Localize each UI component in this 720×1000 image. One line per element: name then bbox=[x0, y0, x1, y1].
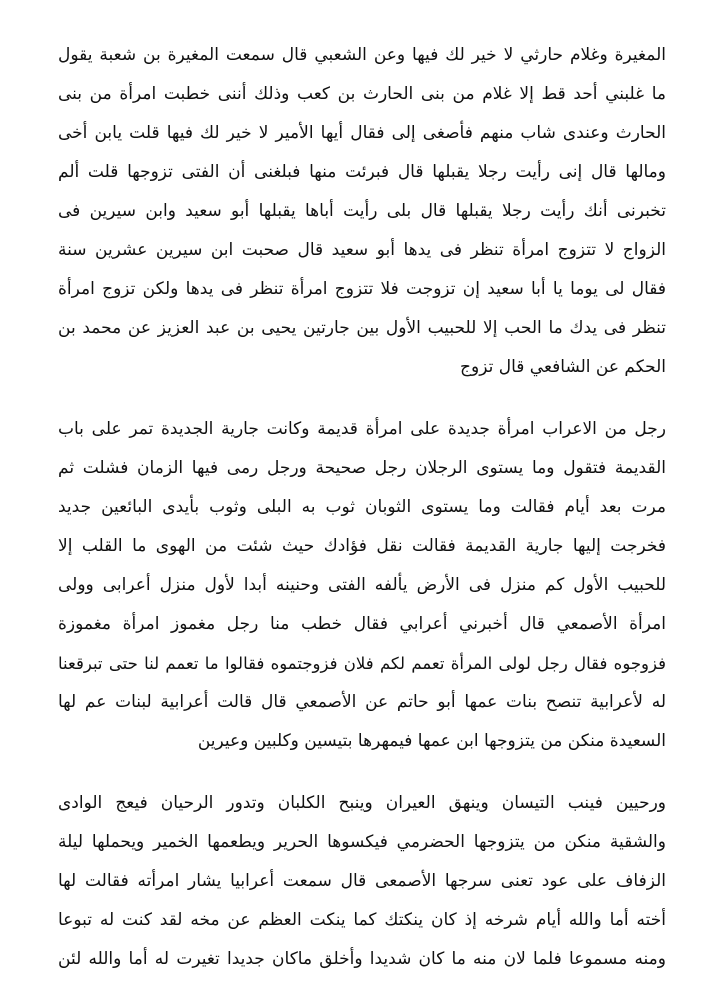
text-line: ومالها قال إنى رأيت رجلا يقبلها قال فبرئت منها فبلغنى أن الفتى تزوجها قلت ألم bbox=[58, 162, 666, 182]
text-line: الزواج لا تتزوج امرأة تنظر فى يدها أبو سعيد قال صحبت ابن سيرين عشرين سنة bbox=[58, 240, 666, 260]
text-line: الزفاف على عود تعنى سرجها الأصمعى قال سمعت أعرابيا يشار امرأته فقالت لها bbox=[58, 871, 666, 891]
document-page bbox=[58, 36, 666, 979]
text-line: الحارث وعندى شاب منهم فأصغى إلى فقال أيها الأمير لا خير لك فيها قلت يابن أخى bbox=[58, 123, 666, 143]
text-line: القديمة فتقول وما يستوى الرجلان رجل صحيحة ورجل رمى فيها الزمان فشلت ثم bbox=[58, 458, 666, 478]
text-line: للحبيب الأول كم منزل فى الأرض يألفه الفتى وحنينه أبدا لأول منزل أعرابى وولى bbox=[58, 575, 666, 595]
text-line: فقال لى يوما يا أبا سعيد إن تزوجت فلا تتزوج امرأة تنظر فى يدها ولكن تزوج امرأة bbox=[58, 279, 666, 299]
paragraph-3 bbox=[58, 784, 666, 979]
paragraph-1 bbox=[58, 36, 666, 387]
text-line: والشقية منكن من يتزوجها الحضرمي فيكسوها الحرير ويطعمها الخمير ويحملها ليلة bbox=[58, 832, 666, 852]
text-line: رجل من الاعراب امرأة جديدة على امرأة قديمة وكانت جارية الجديدة تمر على باب bbox=[58, 419, 666, 439]
text-line: أخته أما والله أيام شرخه إذ كان ينكتك كما ينكت العظم عن مخه لقد كنت له تبوعا bbox=[58, 910, 666, 930]
text-line: تنظر فى يدك ما الحب إلا للحبيب الأول بين جارتين يحيى بن عبد العزيز عن محمد بن bbox=[58, 318, 666, 338]
text-line: الحكم عن الشافعي قال تزوج bbox=[460, 357, 666, 377]
text-line: مرت بعد أيام فقالت وما يستوى الثوبان ثوب به البلى وثوب بأيدى البائعين جديد bbox=[58, 497, 666, 517]
text-line: ما غلبني أحد قط إلا غلام من بنى الحارث بن كعب وذلك أننى خطبت امرأة من بنى bbox=[58, 84, 666, 104]
text-line: السعيدة منكن من يتزوجها ابن عمها فيمهرها بتيسين وكلبين وعيرين bbox=[197, 731, 666, 751]
paragraph-2 bbox=[58, 410, 666, 761]
text-line: تخبرنى أنك رأيت رجلا يقبلها قال بلى رأيت أباها يقبلها أبو سعيد وابن سيرين فى bbox=[58, 201, 666, 221]
text-line: امرأة الأصمعي قال أخبرني أعرابي فقال خطب منا رجل مغموز امرأة مغموزة bbox=[58, 614, 666, 634]
text-line: ومنه مسموعا فلما لان منه ما كان شديدا وأخلق ماكان جديدا تغيرت له أما والله لئن bbox=[58, 949, 666, 969]
text-line: له لأعرابية تنصح بنات عمها أبو حاتم عن الأصمعي قال قالت أعرابية لبنات عم لها bbox=[58, 692, 666, 712]
text-line: فزوجوه فقال رجل لولى المرأة تعمم لكم فلان فزوجتموه فقالوا ما تعمم لنا حتى تبرقعنا bbox=[58, 654, 666, 673]
text-line: فخرجت إليها جارية القديمة فقالت نقل فؤادك حيث شئت من الهوى ما القلب إلا bbox=[58, 536, 666, 556]
text-line: ورحيين فينب التيسان وينهق العيران وينبح الكلبان وتدور الرحيان فيعج الوادى bbox=[58, 793, 666, 813]
text-line: المغيرة وغلام حارثي لا خير لك فيها وعن الشعبي قال سمعت المغيرة بن شعبة يقول bbox=[58, 45, 666, 65]
